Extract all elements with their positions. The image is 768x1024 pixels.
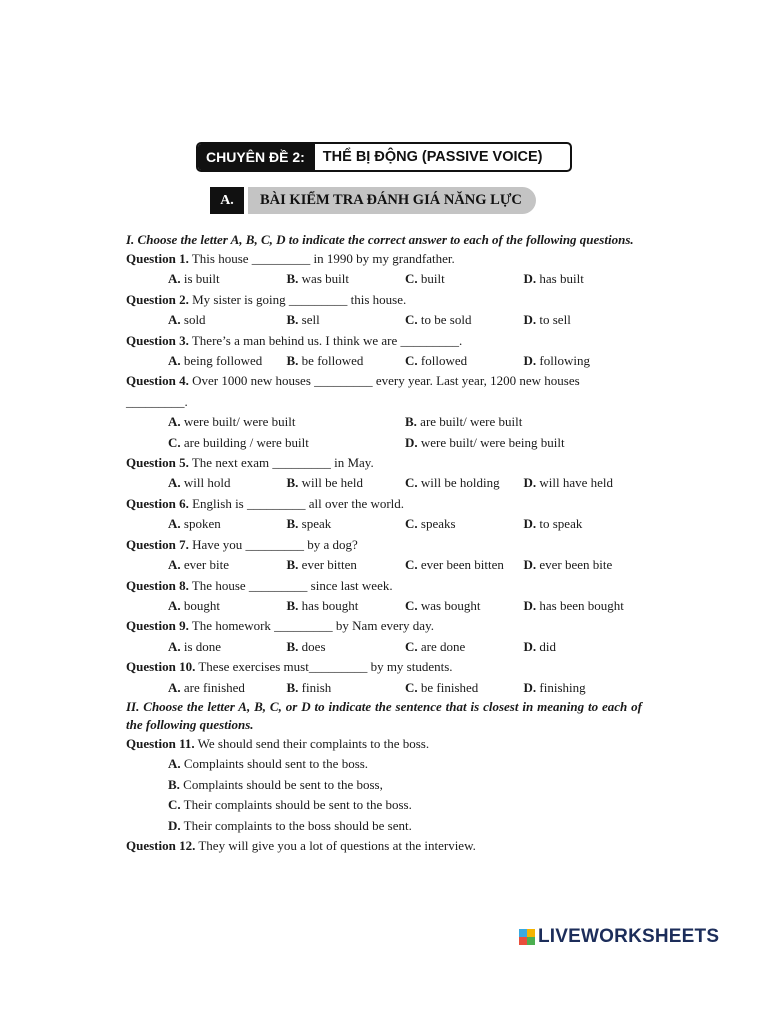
answer-option[interactable] xyxy=(524,310,643,330)
answer-option[interactable] xyxy=(287,555,406,575)
option-text: speaks xyxy=(417,516,456,532)
option-text: ever bite xyxy=(180,557,230,573)
option-letter: A. xyxy=(168,414,181,430)
answer-option[interactable] xyxy=(168,555,287,575)
answer-option[interactable] xyxy=(287,473,406,493)
answer-option[interactable] xyxy=(405,412,642,432)
option-letter: D. xyxy=(523,638,537,654)
option-letter: B. xyxy=(286,475,299,491)
logo-text: LIVEWORKSHEETS xyxy=(538,926,720,947)
question-text: There’s a man behind us. I think we are _________. xyxy=(188,332,463,348)
option-letter: C. xyxy=(405,597,418,613)
question xyxy=(126,616,642,636)
option-text: are building / were built xyxy=(180,434,309,450)
option-letter: C. xyxy=(405,475,418,491)
option-letter: A. xyxy=(168,271,181,287)
option-letter: C. xyxy=(405,679,418,695)
answer-option[interactable] xyxy=(168,775,642,795)
answer-option[interactable] xyxy=(168,637,287,657)
answer-options-row xyxy=(126,433,642,453)
option-text: has bought xyxy=(298,597,359,613)
option-text: to sell xyxy=(536,312,571,328)
option-text: Their complaints should be sent to the boss. xyxy=(180,797,412,813)
option-text: are finished xyxy=(180,679,245,695)
answer-option[interactable] xyxy=(168,514,287,534)
option-letter: C. xyxy=(405,516,418,532)
option-text: ever bitten xyxy=(298,557,357,573)
option-text: ever been bite xyxy=(536,557,613,573)
option-letter: A. xyxy=(168,516,181,532)
option-text: following xyxy=(536,353,590,369)
option-text: will hold xyxy=(180,475,231,491)
option-letter: A. xyxy=(168,756,181,772)
question-text: Have you _________ by a dog? xyxy=(188,536,358,552)
answer-option[interactable] xyxy=(168,412,405,432)
option-letter: C. xyxy=(405,557,418,573)
answer-option[interactable] xyxy=(168,816,642,836)
part2-instruction: II. Choose the letter A, B, C, or D to indicate the sentence that is closest in meaning to each of the following questions. xyxy=(126,698,642,732)
option-text: has been bought xyxy=(536,597,624,613)
option-text: are done xyxy=(417,638,466,654)
option-text: Their complaints to the boss should be sent. xyxy=(180,817,412,833)
answer-option[interactable] xyxy=(405,678,524,698)
option-letter: D. xyxy=(523,557,537,573)
option-letter: C. xyxy=(168,434,181,450)
option-letter: B. xyxy=(286,557,299,573)
option-text: built xyxy=(417,271,445,287)
question-text: They will give you a lot of questions at the interview. xyxy=(195,837,476,853)
answer-option[interactable] xyxy=(287,596,406,616)
liveworksheets-logo-icon xyxy=(519,929,535,945)
question xyxy=(126,734,642,754)
option-text: Complaints should be sent to the boss, xyxy=(179,776,383,792)
answer-option[interactable] xyxy=(168,310,287,330)
option-letter: A. xyxy=(168,597,181,613)
question-text: My sister is going _________ this house. xyxy=(188,291,407,307)
answer-option[interactable] xyxy=(168,473,287,493)
answer-option[interactable] xyxy=(168,795,642,815)
option-letter: C. xyxy=(405,353,418,369)
option-letter: D. xyxy=(523,597,537,613)
question-label: Question 4. xyxy=(126,373,189,389)
answer-options-row xyxy=(126,351,642,371)
topic-title: THỂ BỊ ĐỘNG (PASSIVE VOICE) xyxy=(322,149,543,165)
option-letter: D. xyxy=(168,817,181,833)
option-text: being followed xyxy=(180,353,263,369)
topic-header xyxy=(196,142,572,172)
option-text: sold xyxy=(180,312,206,328)
part1-instruction: I. Choose the letter A, B, C, D to indicate the correct answer to each of the following questions. xyxy=(126,232,634,247)
option-letter: D. xyxy=(523,353,537,369)
option-letter: B. xyxy=(286,516,299,532)
option-letter: B. xyxy=(286,638,299,654)
option-letter: A. xyxy=(168,312,181,328)
answer-options-row xyxy=(126,310,642,330)
section-header xyxy=(210,187,536,214)
option-letter: B. xyxy=(168,776,180,792)
question-text: The homework _________ by Nam every day. xyxy=(188,618,434,634)
option-letter: B. xyxy=(286,312,299,328)
option-text: is done xyxy=(180,638,222,654)
question-label: Question 9. xyxy=(126,618,189,634)
option-text: were built/ were built xyxy=(180,414,296,430)
option-text: spoken xyxy=(180,516,221,532)
answer-options-row xyxy=(126,555,642,575)
answer-option[interactable] xyxy=(405,473,524,493)
section-letter: A. xyxy=(210,187,244,214)
answer-option[interactable] xyxy=(405,514,524,534)
option-letter: D. xyxy=(523,271,537,287)
option-letter: D. xyxy=(523,679,537,695)
part2-questions xyxy=(126,734,642,856)
question xyxy=(126,290,642,310)
option-text: bought xyxy=(180,597,221,613)
question xyxy=(126,453,642,473)
answer-option[interactable] xyxy=(405,351,524,371)
question-text: Over 1000 new houses _________ every year. Last year, 1200 new houses _________. xyxy=(126,373,580,409)
answer-option[interactable] xyxy=(524,637,643,657)
answer-option[interactable] xyxy=(287,678,406,698)
answer-option[interactable] xyxy=(405,555,524,575)
option-text: is built xyxy=(180,271,220,287)
option-letter: D. xyxy=(523,312,537,328)
option-text: speak xyxy=(298,516,332,532)
answer-option[interactable] xyxy=(287,351,406,371)
option-letter: B. xyxy=(286,597,299,613)
worksheet-content xyxy=(126,231,642,856)
answer-option[interactable] xyxy=(405,433,642,453)
answer-option[interactable] xyxy=(524,596,643,616)
option-letter: C. xyxy=(405,638,418,654)
topic-label: CHUYÊN ĐỀ 2: xyxy=(198,144,315,170)
option-text: followed xyxy=(417,353,468,369)
option-letter: A. xyxy=(168,679,181,695)
question-label: Question 5. xyxy=(126,455,189,471)
question xyxy=(126,576,642,596)
answer-option[interactable] xyxy=(524,514,643,534)
answer-options-row xyxy=(126,596,642,616)
option-text: are built/ were built xyxy=(416,414,523,430)
option-text: was bought xyxy=(417,597,481,613)
option-letter: D. xyxy=(523,516,537,532)
answer-option[interactable] xyxy=(524,678,643,698)
question xyxy=(126,371,642,412)
option-letter: C. xyxy=(168,797,181,813)
answer-option[interactable] xyxy=(405,310,524,330)
question-label: Question 1. xyxy=(126,251,189,266)
question-text: English is _________ all over the world. xyxy=(188,495,405,511)
liveworksheets-logo xyxy=(519,926,719,948)
option-text: to speak xyxy=(536,516,583,532)
question-label: Question 12. xyxy=(126,837,196,853)
answer-option[interactable] xyxy=(524,269,643,289)
option-text: will be holding xyxy=(417,475,500,491)
question xyxy=(126,249,642,269)
answer-option[interactable] xyxy=(168,351,287,371)
question xyxy=(126,836,642,856)
question-text: The next exam _________ in May. xyxy=(188,455,374,471)
question-text: We should send their complaints to the boss. xyxy=(194,735,430,751)
question-label: Question 8. xyxy=(126,577,189,593)
question-label: Question 2. xyxy=(126,291,189,307)
option-letter: A. xyxy=(168,638,181,654)
question xyxy=(126,657,642,677)
option-text: sell xyxy=(298,312,320,328)
answer-option[interactable] xyxy=(287,514,406,534)
option-letter: C. xyxy=(405,271,418,287)
answer-options-row xyxy=(126,754,642,774)
option-text: finish xyxy=(298,679,332,695)
answer-options-row xyxy=(126,269,642,289)
option-text: finishing xyxy=(536,679,586,695)
option-text: has built xyxy=(536,271,584,287)
option-text: were built/ were being built xyxy=(417,434,565,450)
question-text: This house _________ in 1990 by my grandfather. xyxy=(188,251,455,266)
answer-option[interactable] xyxy=(287,637,406,657)
question xyxy=(126,331,642,351)
option-text: ever been bitten xyxy=(417,557,504,573)
option-letter: B. xyxy=(286,679,299,695)
answer-options-row xyxy=(126,816,642,836)
question xyxy=(126,535,642,555)
option-text: be followed xyxy=(298,353,364,369)
option-text: was built xyxy=(298,271,349,287)
option-letter: A. xyxy=(168,475,181,491)
question-label: Question 6. xyxy=(126,495,189,511)
answer-option[interactable] xyxy=(405,637,524,657)
question-text: These exercises must_________ by my students. xyxy=(195,659,453,675)
question-label: Question 7. xyxy=(126,536,189,552)
answer-option[interactable] xyxy=(287,269,406,289)
part1-questions xyxy=(126,249,642,698)
answer-options-row xyxy=(126,514,642,534)
answer-option[interactable] xyxy=(524,555,643,575)
option-text: be finished xyxy=(417,679,479,695)
answer-options-row xyxy=(126,795,642,815)
option-letter: C. xyxy=(405,312,418,328)
option-text: will be held xyxy=(298,475,364,491)
answer-option[interactable] xyxy=(405,269,524,289)
option-text: Complaints should sent to the boss. xyxy=(180,756,369,772)
answer-option[interactable] xyxy=(168,269,287,289)
answer-options-row xyxy=(126,775,642,795)
answer-options-row xyxy=(126,473,642,493)
question-label: Question 3. xyxy=(126,332,189,348)
option-letter: A. xyxy=(168,557,181,573)
question-label: Question 10. xyxy=(126,659,196,675)
option-letter: D. xyxy=(405,434,418,450)
answer-option[interactable] xyxy=(524,473,643,493)
answer-options-row xyxy=(126,637,642,657)
answer-option[interactable] xyxy=(168,754,642,774)
question-label: Question 11. xyxy=(126,735,195,751)
option-letter: B. xyxy=(286,353,299,369)
answer-option[interactable] xyxy=(405,596,524,616)
answer-option[interactable] xyxy=(287,310,406,330)
section-title: BÀI KIỂM TRA ĐÁNH GIÁ NĂNG LỰC xyxy=(248,187,536,214)
option-letter: B. xyxy=(286,271,299,287)
question-text: The house _________ since last week. xyxy=(188,577,393,593)
answer-option[interactable] xyxy=(168,433,405,453)
option-text: will have held xyxy=(536,475,614,491)
answer-option[interactable] xyxy=(168,596,287,616)
answer-option[interactable] xyxy=(524,351,643,371)
option-text: to be sold xyxy=(417,312,472,328)
answer-options-row xyxy=(126,678,642,698)
answer-options-row xyxy=(126,412,642,432)
option-letter: D. xyxy=(523,475,537,491)
option-letter: A. xyxy=(168,353,181,369)
option-letter: B. xyxy=(405,414,417,430)
option-text: does xyxy=(298,638,326,654)
question xyxy=(126,494,642,514)
answer-option[interactable] xyxy=(168,678,287,698)
option-text: did xyxy=(536,638,557,654)
